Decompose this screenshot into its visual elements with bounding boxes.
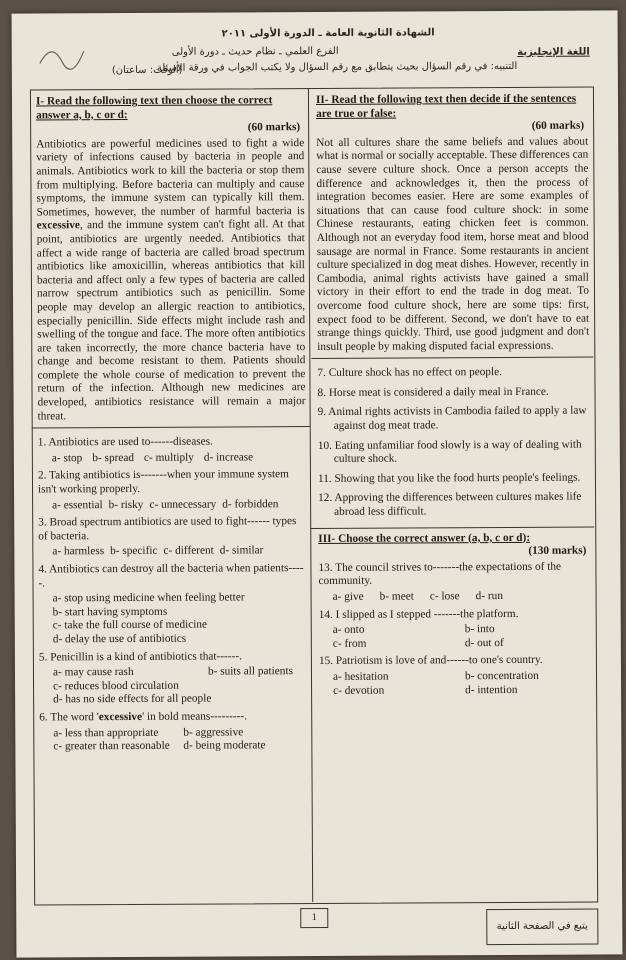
handwritten-mark-icon — [32, 33, 92, 73]
statement-7: 7. Culture shock has no effect on people. — [317, 366, 503, 380]
q13-option-b: b- meet — [379, 590, 414, 603]
section2-passage: Not all cultures share the same beliefs and values about what is normal or socially acceptable. These differences can cause severe culture shock. Once a person accepts the difference and acknowledges it, then the process of integration becomes easier. Here are some examples of situations that can cause food culture shock: in some Chinese restaurants, eating chicken feet is common. Although not an everyday food item, horse meat and blood sausage are normal in France. Some restaurants in ancient culture specialized in dog meat dishes. However, recently in Cambodia, animal rights activists have gained a small victory in their effort to end the trade in dog meat. To overcome food culture shock, here are some tips: first, expect food to be different. Second, we don't have to eat strange things quickly. Third, use good judgment and don't insult people by making disputed facial expressions. — [316, 135, 590, 353]
statement-11: 11. Showing that you like the food hurts people's feelings. — [317, 471, 581, 485]
header-subject: اللغة الإنجليزية — [517, 46, 590, 58]
q13-option-c: c- lose — [429, 590, 460, 603]
q2-option-c: c- unnecessary — [149, 498, 217, 511]
header-time: (الوقت: ساعتان) — [111, 64, 183, 77]
section2-marks: (60 marks) — [531, 119, 585, 133]
q6-option-b: b- aggressive — [183, 725, 244, 739]
q15-option-a: a- hesitation — [332, 670, 389, 683]
q4-option-b: b- start having symptoms — [52, 605, 168, 619]
section1-heading: I- Read the following text then choose the correct answer a, b, c or d: — [35, 94, 273, 122]
q2-option-d: d- forbidden — [222, 497, 279, 511]
exam-sheet — [12, 10, 623, 957]
q2-option-a: a- essential — [52, 498, 103, 512]
section2-heading: II- Read the following text then decide if the sentences are true or false: — [315, 92, 577, 120]
page-number: 1 — [300, 908, 328, 928]
q5-option-b: b- suits all patients — [207, 665, 294, 678]
q3-option-a: a- harmless — [52, 545, 105, 558]
q1-option-d: d- increase — [203, 451, 254, 464]
q15-option-c: c- devotion — [333, 684, 385, 697]
q14-option-d: d- out of — [464, 636, 504, 650]
q1-option-a: a- stop — [51, 452, 83, 465]
section3-block — [310, 526, 595, 698]
q13-option-a: a- give — [332, 590, 364, 603]
q15-option-d: d- intention — [465, 683, 518, 696]
left-column — [36, 94, 307, 758]
header-branch: الفرع العلمي ـ نظام حديث ـ دورة الأولى — [171, 45, 339, 58]
q3-option-c: c- different — [163, 544, 214, 558]
q6-option-c: c- greater than reasonable — [53, 739, 170, 753]
q6-option-a: a- less than appropriate — [53, 726, 159, 739]
q15-option-b: b- concentration — [464, 669, 539, 683]
continue-note: يتبع في الصفحة الثانية — [486, 909, 598, 946]
q14-option-c: c- from — [332, 637, 367, 650]
section1-passage-block — [30, 94, 310, 429]
question-1: 1. Antibiotics are used to------diseases. a- stop b- spread c- multiply d- increase — [37, 435, 254, 465]
question-4: 4. Antibiotics can destroy all the bacteria when patients-----. a- stop using medicine when feeling better b- start having symptoms c- take the full course of medicine d- delay the use of antibiotics — [38, 562, 306, 647]
section2-passage-block — [310, 93, 593, 360]
q2-option-b: b- risky — [108, 498, 144, 511]
excessive-word: excessive — [36, 219, 80, 232]
question-15: 15. Patriotism is love of and------to one's country. a- hesitation b- concentration c- devotion d- intention — [319, 654, 591, 698]
statement-9: 9. Animal rights activists in Cambodia failed to apply a law against dog meat trade. — [317, 405, 587, 432]
right-column — [316, 93, 591, 703]
question-6: 6. The word 'excessive' in bold means---------. a- less than appropriate b- aggressive c- greater than reasonable d- being moderate — [39, 710, 307, 754]
q4-option-d: d- delay the use of antibiotics — [52, 632, 187, 646]
question-3: 3. Broad spectrum antibiotics are used to fight------ types of bacteria. a- harmless b- specific c- different d- similar — [38, 515, 297, 558]
header-instruction: التنبيه: في رقم السؤال بحيث يتطابق مع رقم السؤال ولا يكتب الجواب في ورقة الأسئلة — [156, 60, 518, 74]
section3-marks: (130 marks) — [528, 544, 587, 558]
section3-heading: III- Choose the correct answer (a, b, c or d): — [318, 531, 531, 545]
statement-8: 8. Horse meat is considered a daily meal in France. — [317, 385, 549, 399]
q6-option-d: d- being moderate — [183, 739, 266, 752]
q4-option-c: c- take the full course of medicine — [52, 618, 208, 632]
q4-option-a: a- stop using medicine when feeling better — [52, 591, 245, 605]
exam-header — [12, 10, 618, 91]
q5-option-d: d- has no side effects for all people — [53, 692, 212, 706]
statement-12: 12. Approving the differences between cultures makes life abroad less difficult. — [318, 491, 582, 518]
q1-option-c: c- multiply — [143, 451, 194, 464]
question-13: 13. The council strives to-------the expectations of the community. a- give b- meet c- lose d- run — [318, 560, 562, 603]
question-2: 2. Taking antibiotics is-------when your immune system isn't working properly. a- essential b- risky c- unnecessary d- forbidden — [37, 468, 289, 512]
statement-10: 10. Eating unfamiliar food slowly is a way of dealing with culture shock. — [317, 438, 582, 466]
q14-option-b: b- into — [464, 623, 495, 636]
q5-option-c: c- reduces blood circulation — [53, 679, 179, 693]
question-14: 14. I slipped as I stepped -------the platform. a- onto b- into c- from d- out of — [319, 607, 591, 651]
q3-option-b: b- specific — [110, 545, 158, 558]
question-5: 5. Penicillin is a kind of antibiotics that------. a- may cause rash b- suits all patients c- reduces blood circulation d- has no side effects for all people — [39, 650, 307, 708]
section1-marks: (60 marks) — [247, 121, 301, 134]
q5-option-a: a- may cause rash — [52, 666, 134, 679]
header-title: الشهادة الثانوية العامة ـ الدورة الأولى ٢٠١١ — [221, 27, 435, 40]
q14-option-a: a- onto — [332, 623, 365, 637]
section1-passage: Antibiotics are powerful medicines used to fight a wide variety of infections caused by bacteria in people and animals. Antibiotics work to kill the bacteria or stop them from multiplying. Before bacteria can multiply and cause symptoms, the immune system can typically kill them. Sometimes, however, the number of harmful bacteria is excessive, and the immune system can't fight all. At that point, antibiotics are urgently needed. Antibiotics that affect a wide range of bacteria are called broad spectrum antibiotics like amoxicillin, whereas antibiotics that kill bacteria and affect only a few types of bacteria are called narrow spectrum antibiotics such as penicillin. Some people may develop an allergic reaction to antibiotics, especially penicillin. Side effects might include rash and swelling of the tongue and face. The more often antibiotics are taken incorrectly, the more chance bacteria have to change and become resistant to them. Patients should complete the whole course of medication to prevent the return of the infection. Although new medicines are developed, antibiotics resistance will remain a major threat. — [36, 136, 306, 423]
q3-option-d: d- similar — [219, 544, 264, 557]
q1-option-b: b- spread — [92, 451, 135, 465]
q13-option-d: d- run — [475, 590, 503, 603]
